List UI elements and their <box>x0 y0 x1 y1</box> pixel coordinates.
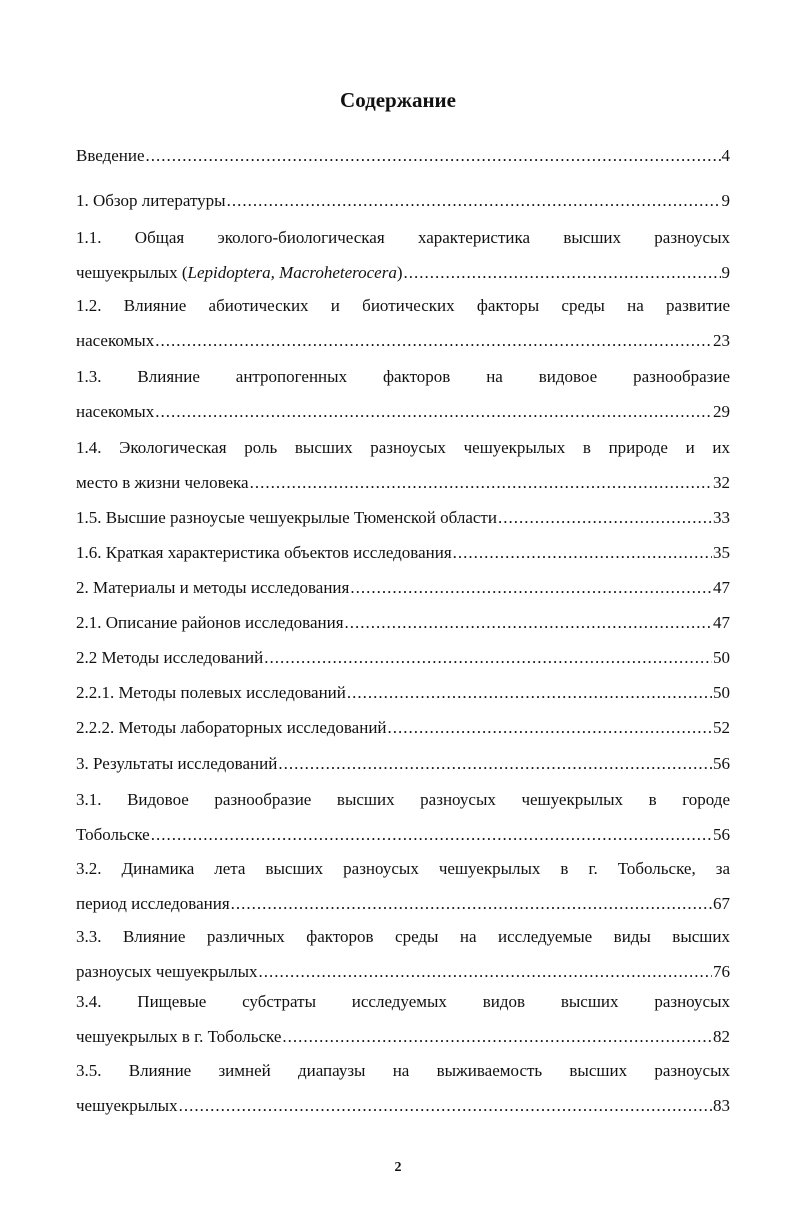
toc-page-number: 82 <box>713 1027 730 1046</box>
toc-entry-intro <box>76 138 730 173</box>
toc-entry-text: 1.6. Краткая характеристика объектов исследования <box>76 543 452 562</box>
toc-page-number: 76 <box>713 962 730 981</box>
toc-line <box>76 640 730 675</box>
toc-page-number: 47 <box>713 578 730 597</box>
leader-dots <box>278 746 712 781</box>
toc-line <box>76 465 730 500</box>
toc-page-number: 9 <box>721 191 730 210</box>
leader-dots <box>347 675 712 710</box>
leader-dots <box>264 640 712 675</box>
toc-entry-text: 2. Материалы и методы исследования <box>76 578 350 597</box>
toc-page-number: 56 <box>713 825 730 844</box>
leader-dots <box>155 394 712 429</box>
page-number: 2 <box>394 1160 402 1175</box>
toc-entry-3-3 <box>76 919 730 989</box>
toc-entry-3-2 <box>76 851 730 921</box>
toc-page-number: 47 <box>713 613 730 632</box>
toc-entry-text: период исследования <box>76 894 230 913</box>
toc-entry-2-2-1 <box>76 675 730 710</box>
toc-entry-3-4 <box>76 984 730 1054</box>
toc-text-italic: Lepidoptera, Macroheterocera <box>187 263 397 282</box>
page-title: Содержание <box>340 88 456 112</box>
toc-entry-text: место в жизни человека <box>76 473 249 492</box>
toc-entry-2-1 <box>76 605 730 640</box>
toc-page-number: 56 <box>713 754 730 773</box>
leader-dots <box>227 183 721 218</box>
toc-entry-text: чешуекрылых <box>76 1096 178 1115</box>
toc-page-number: 35 <box>713 543 730 562</box>
toc-line-first: 1.4. Экологическая роль высших разноусых чешуекрылых в природе и их <box>76 438 730 457</box>
leader-dots <box>146 138 721 173</box>
toc-entry-3 <box>76 746 730 781</box>
toc-entry-text: насекомых <box>76 331 155 350</box>
toc-entry-text: 2.1. Описание районов исследования <box>76 613 344 632</box>
toc-line <box>76 183 730 218</box>
toc-page-number: 29 <box>713 402 730 421</box>
toc-line-first: 1.2. Влияние абиотических и биотических факторы среды на развитие <box>76 296 730 315</box>
toc-entry-text: разноусых чешуекрылых <box>76 962 258 981</box>
leader-dots <box>350 570 712 605</box>
leader-dots <box>453 535 712 570</box>
toc-line <box>76 1088 730 1123</box>
toc-entry-text: 1.5. Высшие разноусые чешуекрылые Тюменской области <box>76 508 497 527</box>
toc-page-number: 23 <box>713 331 730 350</box>
toc-entry-text: чешуекрылых в г. Тобольске <box>76 1027 282 1046</box>
leader-dots <box>498 500 712 535</box>
toc-line <box>76 535 730 570</box>
toc-entry-3-5 <box>76 1053 730 1123</box>
toc-page-number: 50 <box>713 683 730 702</box>
toc-line <box>76 886 730 921</box>
toc-entry-text: 1. Обзор литературы <box>76 191 226 210</box>
toc-entry-1-5 <box>76 500 730 535</box>
toc-entry-text: Введение <box>76 146 145 165</box>
toc-line <box>76 817 730 852</box>
toc-page-number: 4 <box>721 146 730 165</box>
toc-entry-2-2 <box>76 640 730 675</box>
toc-page-number: 33 <box>713 508 730 527</box>
toc-line-first: 3.3. Влияние различных факторов среды на исследуемые виды высших <box>76 927 730 946</box>
toc-line-first: 3.1. Видовое разнообразие высших разноусых чешуекрылых в городе <box>76 790 730 809</box>
toc-entry-text: 3. Результаты исследований <box>76 754 278 773</box>
leader-dots <box>250 465 712 500</box>
toc-line <box>76 570 730 605</box>
leader-dots <box>388 710 712 745</box>
toc-line <box>76 255 730 290</box>
toc-entry-text: 2.2 Методы исследований <box>76 648 264 667</box>
leader-dots <box>155 323 712 358</box>
toc-page-number: 52 <box>713 718 730 737</box>
toc-entry-2-2-2 <box>76 710 730 745</box>
toc-page-number: 67 <box>713 894 730 913</box>
toc-line <box>76 605 730 640</box>
toc-entry-1-2 <box>76 288 730 358</box>
toc-text-pre: чешуекрылых ( <box>76 263 188 282</box>
leader-dots <box>404 255 721 290</box>
toc-entry-text: 2.2.2. Методы лабораторных исследований <box>76 718 387 737</box>
toc-line-first: 3.2. Динамика лета высших разноусых чешуекрылых в г. Тобольске, за <box>76 859 730 878</box>
toc-line <box>76 1019 730 1054</box>
toc-line <box>76 323 730 358</box>
toc-line <box>76 746 730 781</box>
toc-line <box>76 138 730 173</box>
toc-page-number: 83 <box>713 1096 730 1115</box>
toc-page-number: 32 <box>713 473 730 492</box>
toc-line-first: 3.5. Влияние зимней диапаузы на выживаемость высших разноусых <box>76 1061 730 1080</box>
toc-entry-text <box>76 255 403 290</box>
toc-line <box>76 394 730 429</box>
leader-dots <box>179 1088 712 1123</box>
toc-entry-1-4 <box>76 430 730 500</box>
toc-entry-text: 2.2.1. Методы полевых исследований <box>76 683 346 702</box>
toc-entry-2 <box>76 570 730 605</box>
toc-line <box>76 675 730 710</box>
toc-entry-1-3 <box>76 359 730 429</box>
leader-dots <box>231 886 712 921</box>
toc-entry-1 <box>76 183 730 218</box>
toc-text-post: ) <box>396 263 403 282</box>
toc-entry-text: насекомых <box>76 402 155 421</box>
toc-line <box>76 500 730 535</box>
toc-line-first: 3.4. Пищевые субстраты исследуемых видов высших разноусых <box>76 992 730 1011</box>
toc-line-first: 1.3. Влияние антропогенных факторов на видовое разнообразие <box>76 367 730 386</box>
toc-entry-1-6 <box>76 535 730 570</box>
toc-page-number: 50 <box>713 648 730 667</box>
toc-page-number: 9 <box>721 263 730 282</box>
toc-line <box>76 710 730 745</box>
leader-dots <box>282 1019 712 1054</box>
toc-line-first: 1.1. Общая эколого-биологическая характеристика высших разноусых <box>76 228 730 247</box>
toc-entry-text: Тобольске <box>76 825 150 844</box>
leader-dots <box>345 605 712 640</box>
toc-entry-3-1 <box>76 782 730 852</box>
leader-dots <box>151 817 712 852</box>
toc-entry-1-1 <box>76 220 730 290</box>
